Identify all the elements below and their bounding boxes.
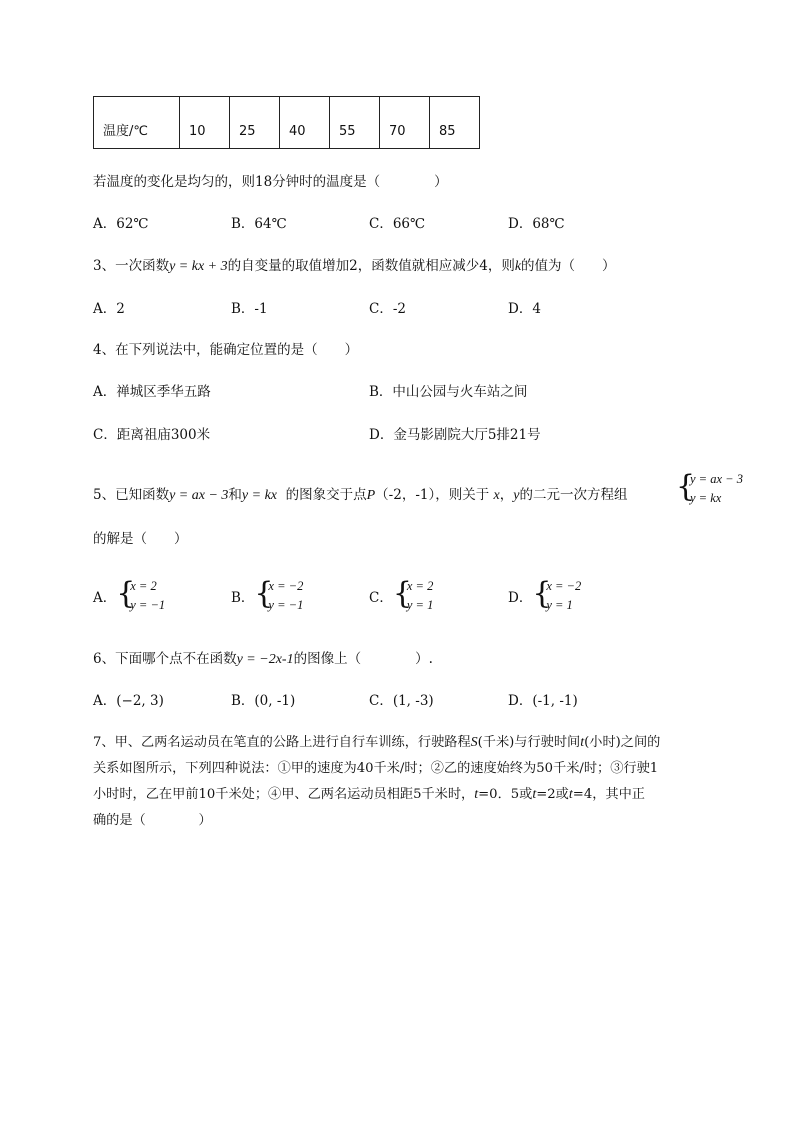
- q5-var-x: x: [493, 488, 500, 503]
- question-2-stem: 若温度的变化是均匀的，则18分钟时的温度是（ ）: [93, 174, 448, 190]
- q7-line1a: 7、甲、乙两名运动员在笔直的公路上进行自行车训练，行驶路程: [93, 735, 471, 750]
- q7-var-t2: t: [532, 787, 537, 802]
- q5-option-a-eq-2: y = −1: [130, 598, 166, 612]
- q5-and: 和: [228, 487, 242, 503]
- q7-line3b: =0．5或: [478, 787, 533, 802]
- q7-line1c: (小时)之间的: [584, 735, 661, 750]
- q5-point-p: P: [366, 488, 376, 503]
- table-cell: [380, 97, 430, 149]
- question-3-stem: [93, 254, 616, 275]
- q5-comma: ，: [499, 487, 514, 503]
- table-cell: [280, 97, 330, 149]
- brace-icon: {: [676, 469, 696, 504]
- table-header-label: 温度/℃: [103, 124, 148, 139]
- q5-var-y: y: [513, 488, 520, 503]
- q3-prefix: 3、一次函数: [93, 258, 170, 274]
- table-cell: [430, 97, 480, 149]
- q7-var-t: t: [580, 735, 585, 750]
- table-row: [94, 97, 480, 149]
- q3-var: k: [514, 259, 522, 274]
- brace-icon: {: [116, 576, 136, 611]
- q3-option-d: D．4: [508, 301, 541, 317]
- q5-option-c-eq-2: y = 1: [406, 598, 434, 612]
- q7-line1b: (千米)与行驶时间: [477, 735, 581, 750]
- q5-prefix: 5、已知函数: [93, 487, 170, 503]
- q5-system-eq-1: y = ax − 3: [690, 472, 743, 486]
- temperature-table: [93, 96, 480, 149]
- table-cell-value: 10: [189, 124, 206, 139]
- q3-option-b: B．-1: [231, 301, 268, 317]
- q4-option-d: D．金马影剧院大厅5排21号: [369, 427, 541, 443]
- q2-option-c: C．66℃: [369, 216, 426, 232]
- q6-suffix: 的图像上（ ）.: [293, 651, 433, 667]
- table-header-cell: [94, 97, 180, 149]
- table-cell-value: 85: [439, 124, 456, 139]
- q6-option-d: D．(-1, -1): [508, 693, 578, 709]
- q3-middle: 的自变量的取值增加2，函数值就相应减少4，则: [227, 258, 515, 274]
- question-4-stem: 4、在下列说法中，能确定位置的是（ ）: [93, 342, 359, 358]
- q5-option-b-eq-1: x = −2: [268, 579, 304, 593]
- q5-option-b-eq-2: y = −1: [268, 598, 304, 612]
- brace-icon: {: [392, 576, 412, 611]
- q7-line3c: =2或: [536, 787, 569, 802]
- q5-formula-2: y = kx: [241, 488, 278, 503]
- q5-option-c-label: C．: [369, 590, 393, 606]
- q7-var-t3: t: [568, 787, 573, 802]
- q4-option-a: A．禅城区季华五路: [93, 384, 211, 400]
- q5-option-a-label: A．: [93, 590, 117, 606]
- table-cell-value: 25: [239, 124, 256, 139]
- table-cell: [180, 97, 230, 149]
- q4-option-b: B．中山公园与火车站之间: [369, 384, 528, 400]
- question-7-line-1: [93, 731, 660, 751]
- q7-var-s: S: [470, 735, 478, 750]
- question-6-stem: [93, 647, 433, 668]
- q7-line3d: =4，其中正: [572, 787, 645, 802]
- q2-option-a: A．62℃: [93, 216, 149, 232]
- q5-tail: 的二元一次方程组: [519, 487, 628, 503]
- q2-option-d: D．68℃: [508, 216, 565, 232]
- q3-formula: y = kx + 3: [169, 259, 228, 274]
- q5-option-c-eq-1: x = 2: [406, 579, 434, 593]
- q5-middle: 的图象交于点: [285, 487, 367, 503]
- q7-var-t1: t: [474, 787, 479, 802]
- q5-option-a: [93, 577, 165, 615]
- q6-option-a: A．(−2, 3): [93, 693, 164, 709]
- q3-option-a: A．2: [93, 301, 125, 317]
- question-7-line-4: 确的是（ ）: [93, 813, 212, 828]
- table-cell-value: 70: [389, 124, 406, 139]
- q5-option-a-eq-1: x = 2: [130, 579, 157, 593]
- q5-formula-1: y = ax − 3: [169, 488, 229, 503]
- q5-equation-system: [676, 470, 743, 508]
- q3-option-c: C．-2: [369, 301, 406, 317]
- q5-option-d-eq-2: y = 1: [546, 598, 573, 612]
- q2-option-b: B．64℃: [231, 216, 287, 232]
- q6-option-b: B．(0, -1): [231, 693, 296, 709]
- q5-system-eq-2: y = kx: [690, 491, 722, 505]
- q4-option-c: C．距离祖庙300米: [93, 427, 211, 443]
- table-cell-value: 55: [339, 124, 356, 139]
- q5-option-d-eq-1: x = −2: [546, 579, 582, 593]
- question-7-line-3: [93, 783, 645, 803]
- q7-line3a: 小时时，乙在甲前10千米处；④甲、乙两名运动员相距5千米时，: [93, 787, 475, 802]
- q5-option-b-label: B．: [231, 590, 255, 606]
- question-5-stem: [93, 483, 627, 504]
- q5-option-c: [369, 577, 433, 615]
- q6-prefix: 6、下面哪个点不在函数: [93, 651, 237, 667]
- table-cell: [230, 97, 280, 149]
- table-cell: [330, 97, 380, 149]
- q6-option-c: C．(1, -3): [369, 693, 434, 709]
- table-cell-value: 40: [289, 124, 306, 139]
- q5-option-b: [231, 577, 303, 615]
- q6-formula: y = −2x-1: [236, 652, 294, 667]
- q5-stem-line-2: 的解是（ ）: [93, 531, 188, 547]
- q5-option-d: [508, 577, 581, 615]
- brace-icon: {: [254, 576, 274, 611]
- q3-suffix: 的值为（ ）: [521, 258, 616, 274]
- brace-icon: {: [532, 576, 552, 611]
- q5-point: （-2，-1），则关于: [375, 487, 494, 503]
- question-7-line-2: 关系如图所示，下列四种说法：①甲的速度为40千米/时；②乙的速度始终为50千米/时；③行驶1: [93, 761, 659, 776]
- q5-option-d-label: D．: [508, 590, 533, 606]
